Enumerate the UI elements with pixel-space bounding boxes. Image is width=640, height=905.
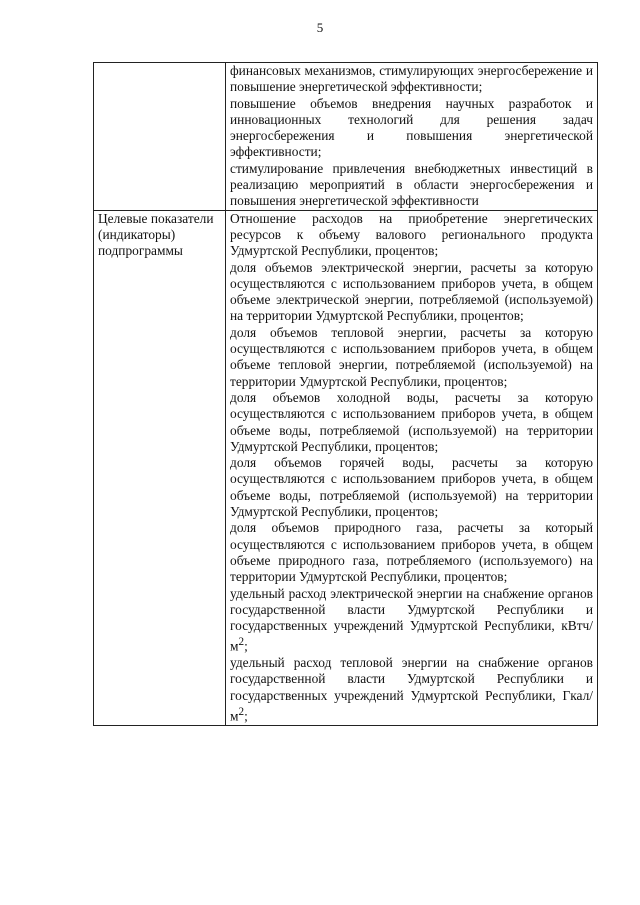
table-row — [94, 210, 598, 725]
list-item: доля объемов тепловой энергии, расчеты за которую осуществляются с использованием приборов учета, в общем объеме тепловой энергии, потребляемой (используемой) на территории Удмуртской Республики, процентов; — [230, 324, 593, 389]
list-item-text: удельный расход электрической энергии на снабжение органов государственной власти Удмуртской Республики и государственных учреждений Удмуртской Республики, кВтч/м — [230, 585, 593, 654]
list-item: повышение объемов внедрения научных разработок и инновационных технологий для решения задач энергосбережения и повышения энергетической эффективности; — [230, 95, 593, 160]
list-item: доля объемов электрической энергии, расчеты за которую осуществляются с использованием приборов учета, в общем объеме электрической энергии, потребляемой (используемой) на территории Удмуртской Республики, процентов; — [230, 259, 593, 324]
page-number: 5 — [316, 20, 324, 35]
list-item-tail: ; — [244, 708, 248, 724]
row-content — [226, 63, 598, 211]
unit-superscript: 2 — [238, 706, 245, 719]
list-item: стимулирование привлечения внебюджетных инвестиций в реализацию мероприятий в области энергосбережения и повышения энергетической эффективности — [230, 160, 593, 209]
list-item — [230, 655, 593, 725]
row-label — [94, 63, 226, 211]
table-row — [94, 63, 598, 211]
list-item — [230, 586, 593, 656]
unit-superscript: 2 — [238, 636, 245, 649]
list-item: Отношение расходов на приобретение энергетических ресурсов к объему валового регионального продукта Удмуртской Республики, процентов; — [230, 210, 593, 259]
row-content — [226, 210, 598, 725]
list-item: доля объемов горячей воды, расчеты за которую осуществляются с использованием приборов учета, в общем объеме воды, потребляемой (используемой) на территории Удмуртской Республики, процентов; — [230, 455, 593, 520]
row-label: Целевые показатели (индикаторы) подпрограммы — [94, 210, 226, 725]
list-item: доля объемов природного газа, расчеты за который осуществляются с использованием приборов учета, в общем объеме природного газа, потребляемого (используемого) на территории Удмуртской Республики, процентов; — [230, 520, 593, 585]
list-item-text: удельный расход тепловой энергии на снабжение органов государственной власти Удмуртской Республики и государственных учреждений Удмуртской Республики, Гкал/м — [230, 655, 593, 724]
passport-table — [93, 62, 598, 726]
list-item-tail: ; — [244, 638, 248, 654]
list-item: доля объемов холодной воды, расчеты за которую осуществляются с использованием приборов учета, в общем объеме воды, потребляемой (используемой) на территории Удмуртской Республики, процентов; — [230, 389, 593, 454]
list-item: финансовых механизмов, стимулирующих энергосбережение и повышение энергетической эффективности; — [230, 63, 593, 95]
